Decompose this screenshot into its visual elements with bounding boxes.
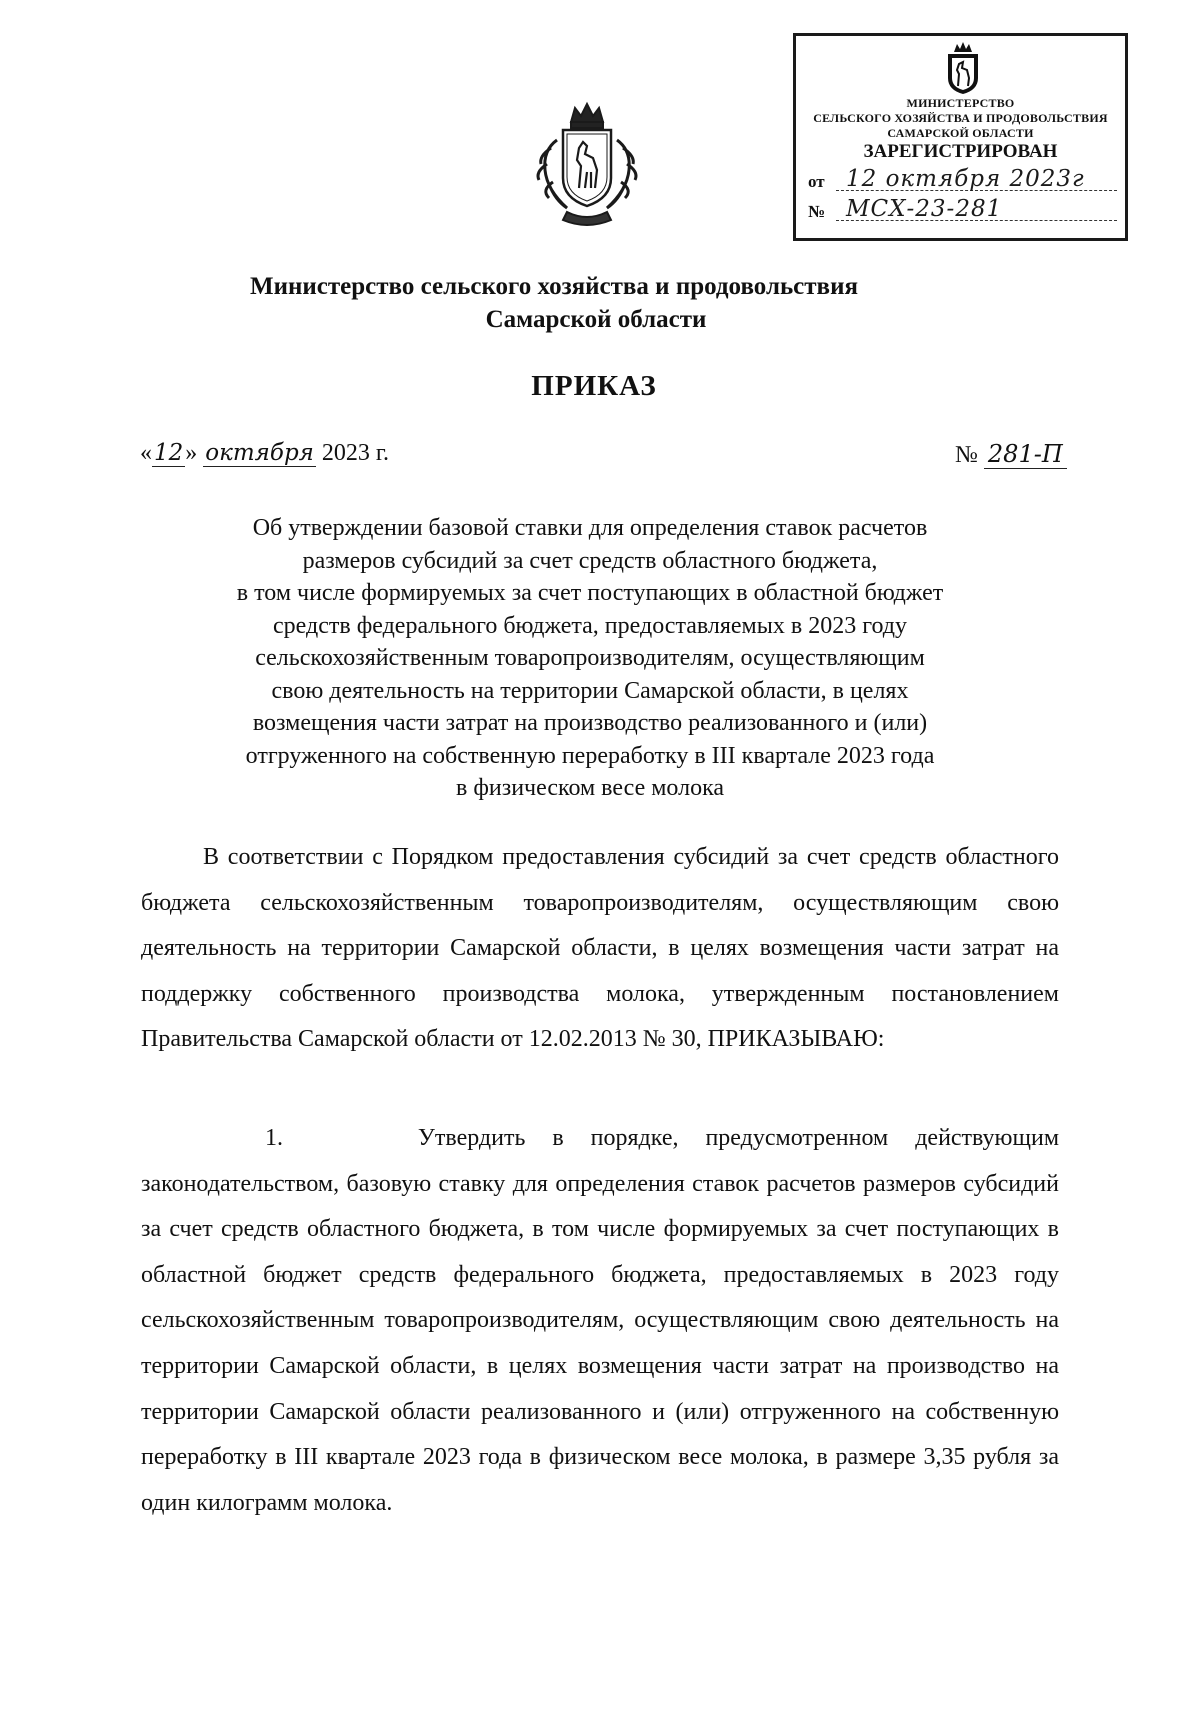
subject-line: Об утверждении базовой ставки для определения ставок расчетов: [252, 515, 928, 541]
stamp-org-line-1: МИНИСТЕРСТВО: [906, 96, 1015, 110]
subject-line: в том числе формируемых за счет поступающих в областной бюджет: [236, 580, 944, 606]
ministry-title: Министерство сельского хозяйства и продовольствия: [249, 273, 858, 300]
order-item-1: [141, 1116, 1059, 1526]
subject-line: отгруженного на собственную переработку в III квартале 2023 года: [245, 742, 935, 769]
date-year: 2023 г.: [321, 440, 390, 466]
order-subject: [0, 512, 1200, 805]
order-number-handwritten: 281-П: [984, 440, 1067, 469]
subject-line: возмещения части затрат на производство реализованного и (или): [252, 710, 928, 736]
coat-of-arms-emblem: [527, 100, 647, 228]
stamp-org-line-2: СЕЛЬСКОГО ХОЗЯЙСТВА И ПРОДОВОЛЬСТВИЯ: [813, 111, 1108, 125]
stamp-date-handwritten: 12 октября 2023г: [846, 166, 1085, 192]
stamp-status: ЗАРЕГИСТРИРОВАН: [863, 141, 1058, 162]
item-number: 1.: [265, 1125, 283, 1151]
preamble-paragraph: В соответствии с Порядком предоставления субсидий за счет средств областного бюджета сельскохозяйственным товаропроизводителям, осуществляющим свою деятельность на территории Самарской области, в целях возмещения части затрат на поддержку собственного производства молока, утвержденным постановлением Правительства Самарской области от 12.02.2013 № 30, ПРИКАЗЫВАЮ:: [141, 844, 1059, 1053]
stamp-number-field: [808, 196, 1117, 224]
date-month-handwritten: октября: [205, 440, 314, 466]
subject-line: средств федерального бюджета, предоставляемых в 2023 году: [273, 612, 907, 639]
document-type-title: ПРИКАЗ: [531, 370, 657, 402]
stamp-number-handwritten: МСХ-23-281: [846, 196, 1003, 222]
stamp-date-field: [808, 166, 1117, 194]
order-number: [955, 440, 1067, 469]
subject-line: свою деятельность на территории Самарской области, в целях: [271, 677, 909, 704]
subject-line: размеров субсидий за счет средств областного бюджета,: [302, 547, 878, 574]
subject-line: в физическом весе молока: [455, 775, 725, 801]
stamp-org-line-3: САМАРСКОЙ ОБЛАСТИ: [887, 126, 1034, 140]
stamp-emblem-icon: [940, 42, 986, 96]
order-number-prefix: №: [955, 442, 978, 468]
stamp-date-prefix: от: [808, 172, 825, 191]
item-text: Утвердить в порядке, предусмотренном действующим законодательством, базовую ставку для определения ставок расчетов размеров субсидий за счет средств областного бюджета, в том числе формируемых за счет поступающих в областной бюджет средств федерального бюджета, предоставляемых в 2023 году сельскохозяйственным товаропроизводителям, осуществляющим свою деятельность на территории Самарской области, в целях возмещения части затрат на производство на территории Самарской области реализованного и (или) отгруженного на собственную переработку в III квартале 2023 года в физическом весе молока, в размере 3,35 рубля за один килограмм молока.: [141, 1125, 1060, 1516]
date-open-quote: «: [140, 440, 152, 466]
subject-line: сельскохозяйственным товаропроизводителям, осуществляющим: [255, 645, 925, 671]
ministry-region: Самарской области: [485, 306, 707, 333]
date-close-quote: »: [185, 440, 198, 466]
date-day-handwritten: 12: [154, 440, 184, 466]
stamp-number-prefix: №: [808, 202, 826, 221]
registration-stamp: [793, 33, 1128, 241]
order-date: [140, 440, 389, 467]
